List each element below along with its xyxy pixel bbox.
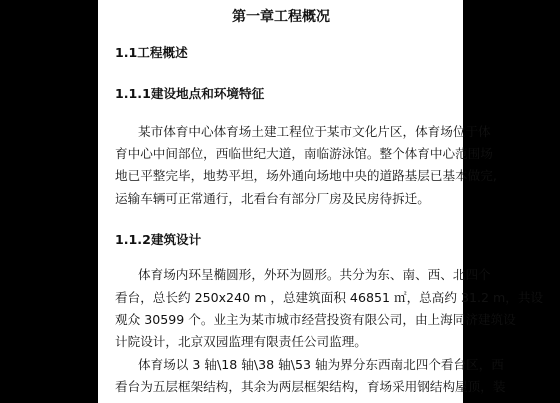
section-heading-1-1-2: 1.1.2建筑设计 xyxy=(115,232,202,247)
paragraph-line: 育中心中间部位，西临世纪大道，南临游泳馆。整个体育中心范围场 xyxy=(115,146,493,161)
paragraph-line: 计院设计，北京双园监理有限责任公司监理。 xyxy=(115,334,367,349)
paragraph-line: 体育场以 3 轴\18 轴\38 轴\53 轴为界分东西南北四个看台区，西 xyxy=(138,357,504,372)
document-page xyxy=(98,0,544,403)
paragraph-line: 体育场内环呈椭圆形，外环为圆形。共分为东、南、西、北四个 xyxy=(138,267,491,282)
paragraph-line: 看台为五层框架结构，其余为两层框架结构，育场采用钢结构屋顶，装 xyxy=(115,379,506,394)
paragraph-line: 观众 30599 个。业主为某市城市经营投资有限公司，由上海同济建筑设 xyxy=(115,312,516,327)
paragraph-line: 看台，总长约 250x240 m ，总建筑面积 46851 ㎡，总高约 31.2 m，共设 xyxy=(115,290,544,305)
section-heading-1-1-1: 1.1.1建设地点和环境特征 xyxy=(115,86,265,101)
paragraph-line: 运输车辆可正常通行，北看台有部分厂房及民房待拆迁。 xyxy=(115,191,430,206)
section-heading-1-1: 1.1工程概述 xyxy=(115,45,188,60)
chapter-title: 第一章工程概况 xyxy=(232,9,330,25)
paragraph-line: 地已平整完毕，地势平坦，场外通向场地中央的道路基层已基本做完, xyxy=(115,168,497,183)
paragraph-line: 某市体育中心体育场土建工程位于某市文化片区，体育场位于体 xyxy=(138,124,491,139)
